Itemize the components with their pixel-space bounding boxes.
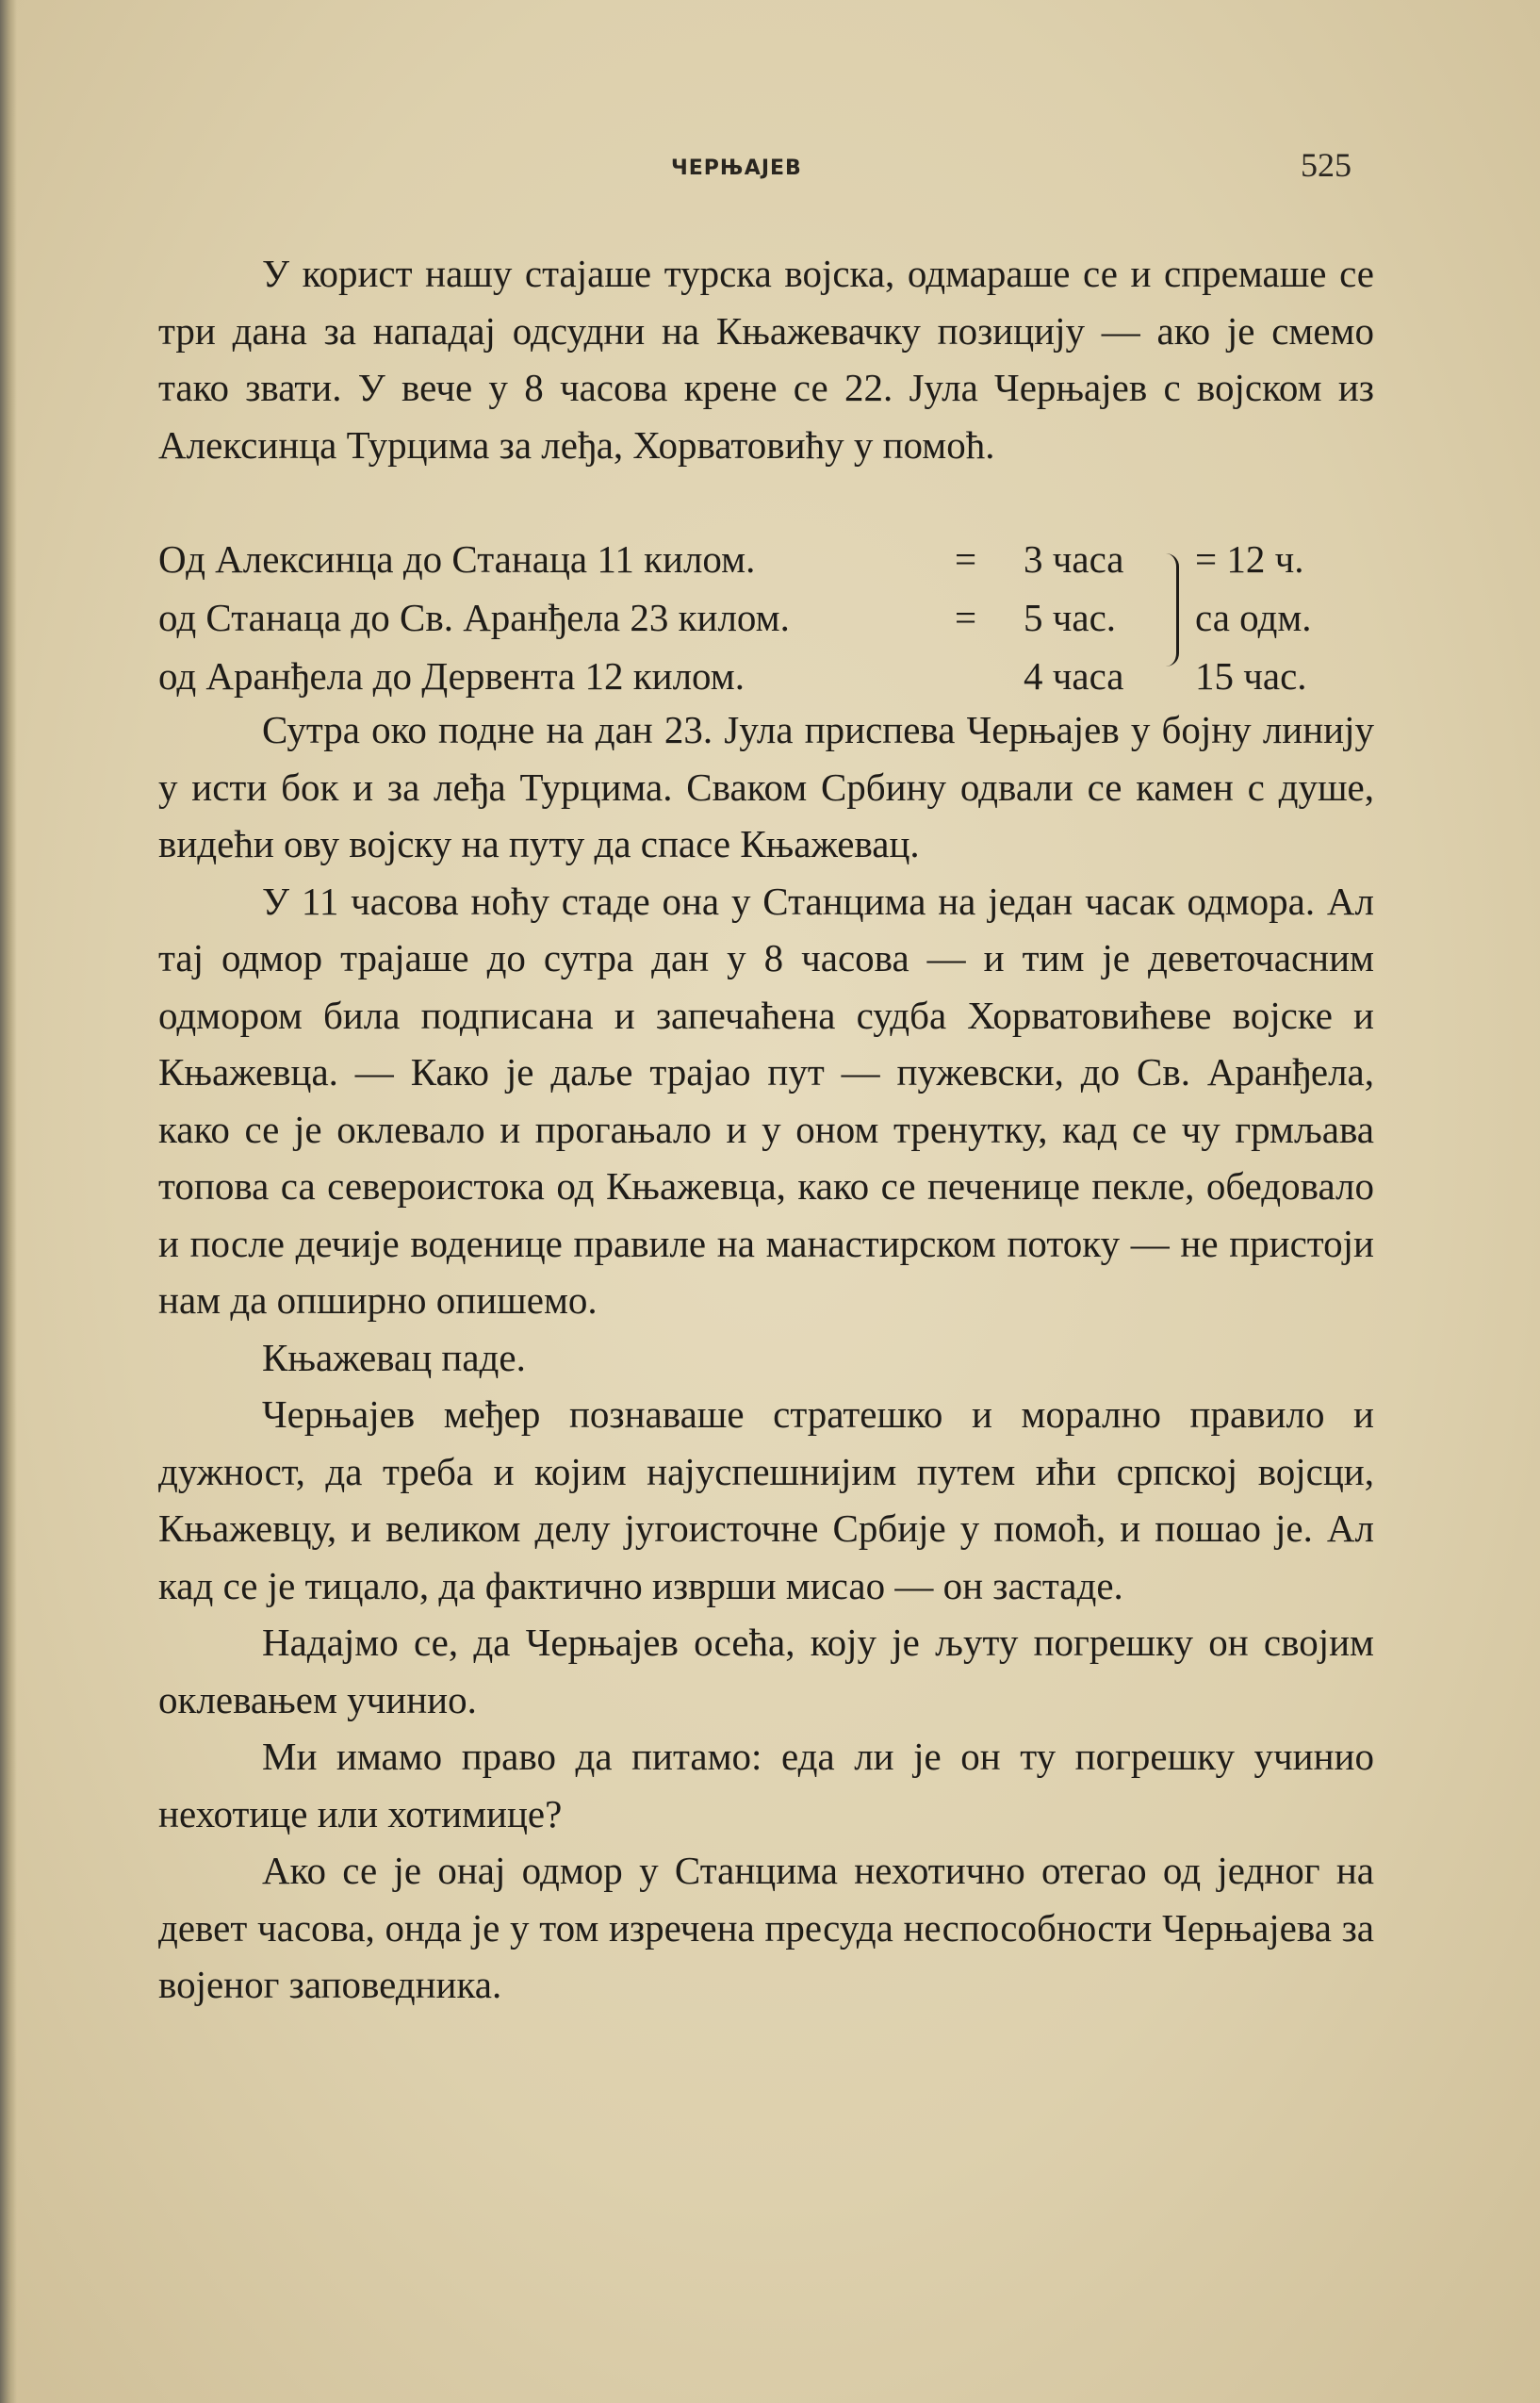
paragraph-2: Сутра око подне на дан 23. Јула приспева Черњајев у бојну линију у исти бок и за леђа Турцима. Сваком Србину одвали се камен с душе, видећи ову војску на путу да спасе Књажевац. [158, 708, 1374, 865]
paragraph-7: Ми имамо право да питамо: еда ли је он ту погрешку учинио нехотице или хотимице? [158, 1735, 1374, 1835]
route-hours: 3 часа [1024, 537, 1124, 581]
page-binding-edge [0, 0, 17, 2403]
route-row-2 [158, 589, 1157, 646]
route-equals: = [955, 596, 977, 639]
route-row-3 [158, 648, 1157, 704]
route-table [158, 531, 1374, 706]
paragraph-3: У 11 часова ноћу стаде она у Станцима на један часак одмора. Ал тај одмор трајаше до сутра дан у 8 часова — и тим је деветочасним одмором била подписана и запечаћена судба Хорватовићеве војске и Књажевца. — Како је даље трајао пут — пужевски, до Св. Аранђела, како се је оклевало и прогањало и у оном тренутку, кад се чу грмљава топова са североистока од Књажевца, како се печенице пекле, обедовало и после дечије воденице правиле на манастирском потоку — не пристоји нам да опширно опишемо. [158, 879, 1374, 1322]
route-hours: 4 часа [1024, 654, 1124, 698]
route-leg: од Аранђела до Дервента 12 килом. [158, 654, 745, 698]
route-total-3: 15 час. [1195, 654, 1307, 698]
route-total-1: = 12 ч. [1195, 537, 1304, 581]
body-text-top [158, 245, 1374, 473]
route-leg: од Станаца до Св. Аранђела 23 килом. [158, 596, 790, 639]
paragraph-5: Черњајев међер познаваше стратешко и морално правило и дужност, да треба и којим најуспешнијим путем ићи српској војсци, Књажевцу, и великом делу југоисточне Србије у помоћ, и пошао је. Ал кад се је тицало, да фактично изврши мисао — он застаде. [158, 1392, 1374, 1607]
running-header-title: ЧЕРЊАЈЕВ [671, 156, 802, 180]
body-text-main [158, 701, 1374, 2014]
curly-brace [1159, 553, 1179, 667]
route-leg: Од Алексинца до Станаца 11 килом. [158, 537, 756, 581]
paragraph-6: Надајмо се, да Черњајев осећа, коју је љуту погрешку он својим оклевањем учинио. [158, 1621, 1374, 1721]
route-row-1 [158, 531, 1157, 587]
route-hours: 5 час. [1024, 596, 1117, 639]
route-equals: = [955, 537, 977, 581]
route-total-2: са одм. [1195, 596, 1312, 639]
paragraph-4: Књажевац паде. [262, 1335, 526, 1379]
paragraph-1: У корист нашу стајаше турска војска, одмараше се и спремаше се три дана за нападај одсудни на Књажевачку позицију — ако је смемо тако звати. У вече у 8 часова крене се 22. Јула Черњајев с војском из Алексинца Турцима за леђа, Хорватовићу у помоћ. [158, 252, 1374, 467]
page-number: 525 [1301, 146, 1352, 184]
paragraph-8: Ако се је онај одмор у Станцима нехотично отегао од једног на девет часова, онда је у том изречена пресуда неспособности Черњајева за војеног заповедника. [158, 1849, 1374, 2006]
